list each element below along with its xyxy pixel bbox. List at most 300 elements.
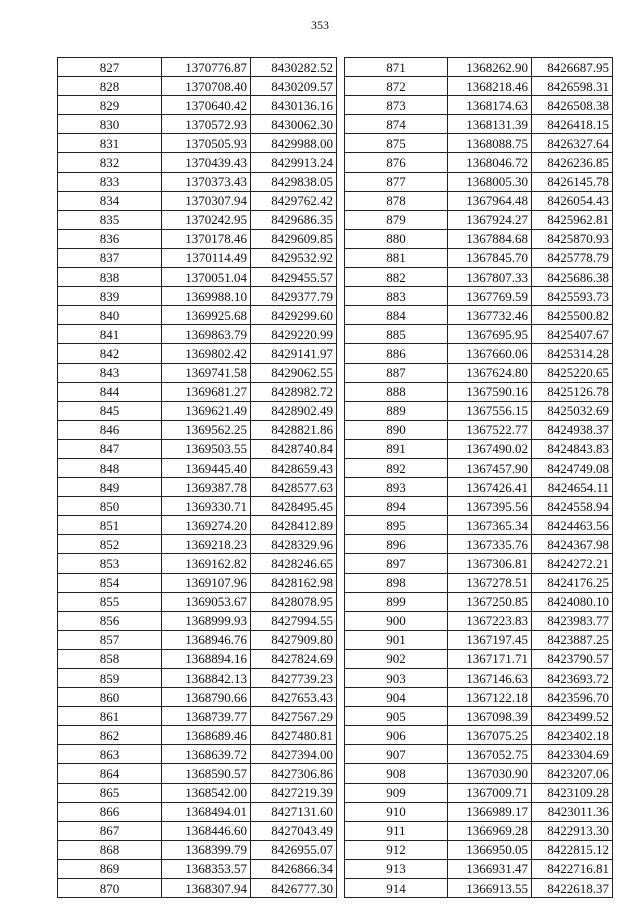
x-coordinate-cell: 1370439.43 — [162, 153, 251, 172]
table-row — [58, 592, 337, 611]
y-coordinate-cell: 8424463.56 — [532, 516, 613, 535]
x-coordinate-cell: 1367122.18 — [448, 688, 532, 707]
table-row — [345, 191, 613, 210]
x-coordinate-cell: 1368446.60 — [162, 821, 251, 840]
x-coordinate-cell: 1367490.02 — [448, 439, 532, 458]
y-coordinate-cell: 8426687.95 — [532, 58, 613, 77]
table-row — [58, 115, 337, 134]
y-coordinate-cell: 8427219.39 — [251, 783, 337, 802]
y-coordinate-cell: 8426508.38 — [532, 96, 613, 115]
table-row — [58, 58, 337, 77]
point-number-cell: 836 — [58, 229, 162, 248]
x-coordinate-cell: 1366989.17 — [448, 802, 532, 821]
y-coordinate-cell: 8429762.42 — [251, 191, 337, 210]
y-coordinate-cell: 8426054.43 — [532, 191, 613, 210]
table-row — [58, 77, 337, 96]
x-coordinate-cell: 1369741.58 — [162, 363, 251, 382]
x-coordinate-cell: 1367250.85 — [448, 592, 532, 611]
y-coordinate-cell: 8427480.81 — [251, 726, 337, 745]
table-row — [58, 554, 337, 573]
table-row — [58, 535, 337, 554]
point-number-cell: 861 — [58, 707, 162, 726]
x-coordinate-cell: 1369330.71 — [162, 497, 251, 516]
point-number-cell: 837 — [58, 248, 162, 267]
x-coordinate-cell: 1367306.81 — [448, 554, 532, 573]
point-number-cell: 862 — [58, 726, 162, 745]
point-number-cell: 886 — [345, 344, 448, 363]
x-coordinate-cell: 1367522.77 — [448, 420, 532, 439]
x-coordinate-cell: 1367624.80 — [448, 363, 532, 382]
table-row — [345, 535, 613, 554]
point-number-cell: 846 — [58, 420, 162, 439]
y-coordinate-cell: 8422716.81 — [532, 859, 613, 878]
table-row — [58, 287, 337, 306]
x-coordinate-cell: 1366913.55 — [448, 879, 532, 898]
point-number-cell: 830 — [58, 115, 162, 134]
y-coordinate-cell: 8429220.99 — [251, 325, 337, 344]
point-number-cell: 832 — [58, 153, 162, 172]
y-coordinate-cell: 8427043.49 — [251, 821, 337, 840]
y-coordinate-cell: 8428740.84 — [251, 439, 337, 458]
y-coordinate-cell: 8430209.57 — [251, 77, 337, 96]
table-row — [58, 134, 337, 153]
x-coordinate-cell: 1366950.05 — [448, 840, 532, 859]
y-coordinate-cell: 8424749.08 — [532, 458, 613, 477]
table-row — [345, 726, 613, 745]
y-coordinate-cell: 8424654.11 — [532, 478, 613, 497]
table-row — [345, 669, 613, 688]
y-coordinate-cell: 8426866.34 — [251, 859, 337, 878]
table-row — [345, 210, 613, 229]
y-coordinate-cell: 8427994.55 — [251, 611, 337, 630]
y-coordinate-cell: 8422618.37 — [532, 879, 613, 898]
x-coordinate-cell: 1369107.96 — [162, 573, 251, 592]
table-row — [345, 554, 613, 573]
x-coordinate-cell: 1369863.79 — [162, 325, 251, 344]
x-coordinate-cell: 1367395.56 — [448, 497, 532, 516]
point-number-cell: 887 — [345, 363, 448, 382]
x-coordinate-cell: 1367884.68 — [448, 229, 532, 248]
x-coordinate-cell: 1369681.27 — [162, 382, 251, 401]
point-number-cell: 840 — [58, 306, 162, 325]
point-number-cell: 863 — [58, 745, 162, 764]
point-number-cell: 907 — [345, 745, 448, 764]
y-coordinate-cell: 8426418.15 — [532, 115, 613, 134]
table-row — [58, 458, 337, 477]
x-coordinate-cell: 1368946.76 — [162, 630, 251, 649]
y-coordinate-cell: 8429532.92 — [251, 248, 337, 267]
point-number-cell: 872 — [345, 77, 448, 96]
y-coordinate-cell: 8427824.69 — [251, 649, 337, 668]
table-row — [58, 96, 337, 115]
y-coordinate-cell: 8424367.98 — [532, 535, 613, 554]
table-row — [345, 287, 613, 306]
page-number: 353 — [311, 18, 329, 32]
y-coordinate-cell: 8429988.00 — [251, 134, 337, 153]
y-coordinate-cell: 8426955.07 — [251, 840, 337, 859]
y-coordinate-cell: 8430282.52 — [251, 58, 337, 77]
point-number-cell: 897 — [345, 554, 448, 573]
x-coordinate-cell: 1367769.59 — [448, 287, 532, 306]
table-row — [58, 497, 337, 516]
point-number-cell: 903 — [345, 669, 448, 688]
table-row — [345, 229, 613, 248]
point-number-cell: 854 — [58, 573, 162, 592]
x-coordinate-cell: 1369503.55 — [162, 439, 251, 458]
x-coordinate-cell: 1369802.42 — [162, 344, 251, 363]
y-coordinate-cell: 8423983.77 — [532, 611, 613, 630]
point-number-cell: 875 — [345, 134, 448, 153]
table-row — [58, 783, 337, 802]
x-coordinate-cell: 1370373.43 — [162, 172, 251, 191]
x-coordinate-cell: 1368131.39 — [448, 115, 532, 134]
x-coordinate-cell: 1367365.34 — [448, 516, 532, 535]
table-row — [345, 649, 613, 668]
x-coordinate-cell: 1367278.51 — [448, 573, 532, 592]
point-number-cell: 912 — [345, 840, 448, 859]
table-row — [58, 363, 337, 382]
point-number-cell: 859 — [58, 669, 162, 688]
y-coordinate-cell: 8429455.57 — [251, 268, 337, 287]
x-coordinate-cell: 1368353.57 — [162, 859, 251, 878]
x-coordinate-cell: 1367457.90 — [448, 458, 532, 477]
x-coordinate-cell: 1369218.23 — [162, 535, 251, 554]
x-coordinate-cell: 1368842.13 — [162, 669, 251, 688]
y-coordinate-cell: 8429686.35 — [251, 210, 337, 229]
y-coordinate-cell: 8423402.18 — [532, 726, 613, 745]
table-row — [345, 248, 613, 267]
table-row — [58, 325, 337, 344]
y-coordinate-cell: 8428495.45 — [251, 497, 337, 516]
table-row — [345, 439, 613, 458]
x-coordinate-cell: 1368174.63 — [448, 96, 532, 115]
x-coordinate-cell: 1370051.04 — [162, 268, 251, 287]
y-coordinate-cell: 8427739.23 — [251, 669, 337, 688]
point-number-cell: 902 — [345, 649, 448, 668]
y-coordinate-cell: 8425962.81 — [532, 210, 613, 229]
y-coordinate-cell: 8428821.86 — [251, 420, 337, 439]
table-row — [58, 859, 337, 878]
y-coordinate-cell: 8427653.43 — [251, 688, 337, 707]
table-row — [345, 764, 613, 783]
table-row — [58, 268, 337, 287]
table-row — [58, 478, 337, 497]
x-coordinate-cell: 1368590.57 — [162, 764, 251, 783]
coordinates-table-left — [57, 57, 337, 898]
y-coordinate-cell: 8426145.78 — [532, 172, 613, 191]
table-row — [58, 382, 337, 401]
x-coordinate-cell: 1367695.95 — [448, 325, 532, 344]
table-row — [58, 248, 337, 267]
y-coordinate-cell: 8428982.72 — [251, 382, 337, 401]
y-coordinate-cell: 8424080.10 — [532, 592, 613, 611]
y-coordinate-cell: 8427394.00 — [251, 745, 337, 764]
point-number-cell: 893 — [345, 478, 448, 497]
x-coordinate-cell: 1369162.82 — [162, 554, 251, 573]
y-coordinate-cell: 8429299.60 — [251, 306, 337, 325]
table-row — [58, 649, 337, 668]
y-coordinate-cell: 8423207.06 — [532, 764, 613, 783]
table-row — [345, 573, 613, 592]
x-coordinate-cell: 1368689.46 — [162, 726, 251, 745]
y-coordinate-cell: 8429141.97 — [251, 344, 337, 363]
table-row — [58, 420, 337, 439]
y-coordinate-cell: 8423499.52 — [532, 707, 613, 726]
table-row — [58, 191, 337, 210]
x-coordinate-cell: 1368088.75 — [448, 134, 532, 153]
table-row — [345, 592, 613, 611]
x-coordinate-cell: 1369445.40 — [162, 458, 251, 477]
point-number-cell: 866 — [58, 802, 162, 821]
y-coordinate-cell: 8423304.69 — [532, 745, 613, 764]
point-number-cell: 896 — [345, 535, 448, 554]
x-coordinate-cell: 1367964.48 — [448, 191, 532, 210]
x-coordinate-cell: 1368399.79 — [162, 840, 251, 859]
table-row — [58, 611, 337, 630]
table-body-right — [345, 58, 613, 898]
point-number-cell: 848 — [58, 458, 162, 477]
table-row — [345, 172, 613, 191]
y-coordinate-cell: 8424176.25 — [532, 573, 613, 592]
y-coordinate-cell: 8428078.95 — [251, 592, 337, 611]
point-number-cell: 891 — [345, 439, 448, 458]
table-row — [345, 382, 613, 401]
point-number-cell: 895 — [345, 516, 448, 535]
y-coordinate-cell: 8425500.82 — [532, 306, 613, 325]
point-number-cell: 851 — [58, 516, 162, 535]
point-number-cell: 849 — [58, 478, 162, 497]
table-row — [345, 420, 613, 439]
point-number-cell: 857 — [58, 630, 162, 649]
x-coordinate-cell: 1369562.25 — [162, 420, 251, 439]
point-number-cell: 850 — [58, 497, 162, 516]
y-coordinate-cell: 8429062.55 — [251, 363, 337, 382]
y-coordinate-cell: 8423596.70 — [532, 688, 613, 707]
x-coordinate-cell: 1370708.40 — [162, 77, 251, 96]
point-number-cell: 909 — [345, 783, 448, 802]
x-coordinate-cell: 1370776.87 — [162, 58, 251, 77]
y-coordinate-cell: 8429609.85 — [251, 229, 337, 248]
table-row — [58, 573, 337, 592]
table-row — [345, 268, 613, 287]
x-coordinate-cell: 1367030.90 — [448, 764, 532, 783]
table-row — [345, 630, 613, 649]
table-row — [345, 344, 613, 363]
point-number-cell: 827 — [58, 58, 162, 77]
point-number-cell: 847 — [58, 439, 162, 458]
table-row — [58, 879, 337, 898]
point-number-cell: 842 — [58, 344, 162, 363]
table-row — [345, 859, 613, 878]
y-coordinate-cell: 8425593.73 — [532, 287, 613, 306]
x-coordinate-cell: 1369621.49 — [162, 401, 251, 420]
table-row — [58, 210, 337, 229]
table-row — [58, 401, 337, 420]
table-row — [345, 58, 613, 77]
table-row — [58, 802, 337, 821]
table-row — [58, 726, 337, 745]
table-row — [58, 516, 337, 535]
y-coordinate-cell: 8422913.30 — [532, 821, 613, 840]
x-coordinate-cell: 1367098.39 — [448, 707, 532, 726]
point-number-cell: 894 — [345, 497, 448, 516]
table-row — [58, 306, 337, 325]
x-coordinate-cell: 1367660.06 — [448, 344, 532, 363]
point-number-cell: 888 — [345, 382, 448, 401]
point-number-cell: 856 — [58, 611, 162, 630]
table-row — [58, 764, 337, 783]
x-coordinate-cell: 1370242.95 — [162, 210, 251, 229]
x-coordinate-cell: 1367075.25 — [448, 726, 532, 745]
table-row — [58, 840, 337, 859]
table-row — [58, 707, 337, 726]
y-coordinate-cell: 8428577.63 — [251, 478, 337, 497]
y-coordinate-cell: 8430136.16 — [251, 96, 337, 115]
x-coordinate-cell: 1368894.16 — [162, 649, 251, 668]
table-row — [58, 153, 337, 172]
point-number-cell: 858 — [58, 649, 162, 668]
y-coordinate-cell: 8426777.30 — [251, 879, 337, 898]
point-number-cell: 883 — [345, 287, 448, 306]
point-number-cell: 843 — [58, 363, 162, 382]
x-coordinate-cell: 1368542.00 — [162, 783, 251, 802]
table-row — [58, 344, 337, 363]
table-row — [345, 840, 613, 859]
x-coordinate-cell: 1367924.27 — [448, 210, 532, 229]
table-row — [345, 458, 613, 477]
point-number-cell: 914 — [345, 879, 448, 898]
table-row — [345, 879, 613, 898]
x-coordinate-cell: 1368307.94 — [162, 879, 251, 898]
y-coordinate-cell: 8428162.98 — [251, 573, 337, 592]
table-row — [58, 439, 337, 458]
x-coordinate-cell: 1370505.93 — [162, 134, 251, 153]
point-number-cell: 877 — [345, 172, 448, 191]
y-coordinate-cell: 8425032.69 — [532, 401, 613, 420]
y-coordinate-cell: 8430062.30 — [251, 115, 337, 134]
point-number-cell: 860 — [58, 688, 162, 707]
x-coordinate-cell: 1369925.68 — [162, 306, 251, 325]
table-row — [345, 401, 613, 420]
coordinates-table-right — [344, 57, 613, 898]
x-coordinate-cell: 1369053.67 — [162, 592, 251, 611]
point-number-cell: 879 — [345, 210, 448, 229]
y-coordinate-cell: 8423693.72 — [532, 669, 613, 688]
point-number-cell: 905 — [345, 707, 448, 726]
point-number-cell: 892 — [345, 458, 448, 477]
x-coordinate-cell: 1367556.15 — [448, 401, 532, 420]
y-coordinate-cell: 8423790.57 — [532, 649, 613, 668]
table-row — [345, 153, 613, 172]
table-row — [345, 134, 613, 153]
y-coordinate-cell: 8424843.83 — [532, 439, 613, 458]
point-number-cell: 876 — [345, 153, 448, 172]
x-coordinate-cell: 1369274.20 — [162, 516, 251, 535]
point-number-cell: 880 — [345, 229, 448, 248]
table-body-left — [58, 58, 337, 898]
table-row — [345, 688, 613, 707]
x-coordinate-cell: 1366969.28 — [448, 821, 532, 840]
x-coordinate-cell: 1367590.16 — [448, 382, 532, 401]
x-coordinate-cell: 1370114.49 — [162, 248, 251, 267]
x-coordinate-cell: 1367845.70 — [448, 248, 532, 267]
y-coordinate-cell: 8427909.80 — [251, 630, 337, 649]
point-number-cell: 855 — [58, 592, 162, 611]
point-number-cell: 878 — [345, 191, 448, 210]
point-number-cell: 904 — [345, 688, 448, 707]
x-coordinate-cell: 1368999.93 — [162, 611, 251, 630]
y-coordinate-cell: 8428329.96 — [251, 535, 337, 554]
x-coordinate-cell: 1367009.71 — [448, 783, 532, 802]
y-coordinate-cell: 8426598.31 — [532, 77, 613, 96]
point-number-cell: 845 — [58, 401, 162, 420]
point-number-cell: 911 — [345, 821, 448, 840]
y-coordinate-cell: 8423109.28 — [532, 783, 613, 802]
table-row — [345, 306, 613, 325]
x-coordinate-cell: 1367052.75 — [448, 745, 532, 764]
point-number-cell: 874 — [345, 115, 448, 134]
table-row — [58, 630, 337, 649]
x-coordinate-cell: 1367807.33 — [448, 268, 532, 287]
y-coordinate-cell: 8428902.49 — [251, 401, 337, 420]
y-coordinate-cell: 8425407.67 — [532, 325, 613, 344]
point-number-cell: 885 — [345, 325, 448, 344]
y-coordinate-cell: 8424558.94 — [532, 497, 613, 516]
x-coordinate-cell: 1368218.46 — [448, 77, 532, 96]
table-row — [345, 96, 613, 115]
point-number-cell: 867 — [58, 821, 162, 840]
point-number-cell: 841 — [58, 325, 162, 344]
y-coordinate-cell: 8424938.37 — [532, 420, 613, 439]
x-coordinate-cell: 1368494.01 — [162, 802, 251, 821]
table-row — [345, 497, 613, 516]
x-coordinate-cell: 1370572.93 — [162, 115, 251, 134]
table-row — [345, 821, 613, 840]
point-number-cell: 906 — [345, 726, 448, 745]
x-coordinate-cell: 1368739.77 — [162, 707, 251, 726]
point-number-cell: 831 — [58, 134, 162, 153]
point-number-cell: 870 — [58, 879, 162, 898]
table-row — [58, 172, 337, 191]
x-coordinate-cell: 1367197.45 — [448, 630, 532, 649]
x-coordinate-cell: 1367732.46 — [448, 306, 532, 325]
table-row — [345, 783, 613, 802]
point-number-cell: 834 — [58, 191, 162, 210]
y-coordinate-cell: 8428246.65 — [251, 554, 337, 573]
point-number-cell: 864 — [58, 764, 162, 783]
y-coordinate-cell: 8428412.89 — [251, 516, 337, 535]
y-coordinate-cell: 8425314.28 — [532, 344, 613, 363]
point-number-cell: 910 — [345, 802, 448, 821]
y-coordinate-cell: 8423887.25 — [532, 630, 613, 649]
x-coordinate-cell: 1369988.10 — [162, 287, 251, 306]
point-number-cell: 838 — [58, 268, 162, 287]
y-coordinate-cell: 8428659.43 — [251, 458, 337, 477]
table-row — [345, 516, 613, 535]
point-number-cell: 868 — [58, 840, 162, 859]
table-row — [345, 115, 613, 134]
point-number-cell: 898 — [345, 573, 448, 592]
y-coordinate-cell: 8424272.21 — [532, 554, 613, 573]
table-row — [58, 745, 337, 764]
x-coordinate-cell: 1367171.71 — [448, 649, 532, 668]
point-number-cell: 884 — [345, 306, 448, 325]
point-number-cell: 913 — [345, 859, 448, 878]
point-number-cell: 890 — [345, 420, 448, 439]
y-coordinate-cell: 8427306.86 — [251, 764, 337, 783]
point-number-cell: 889 — [345, 401, 448, 420]
table-row — [58, 688, 337, 707]
